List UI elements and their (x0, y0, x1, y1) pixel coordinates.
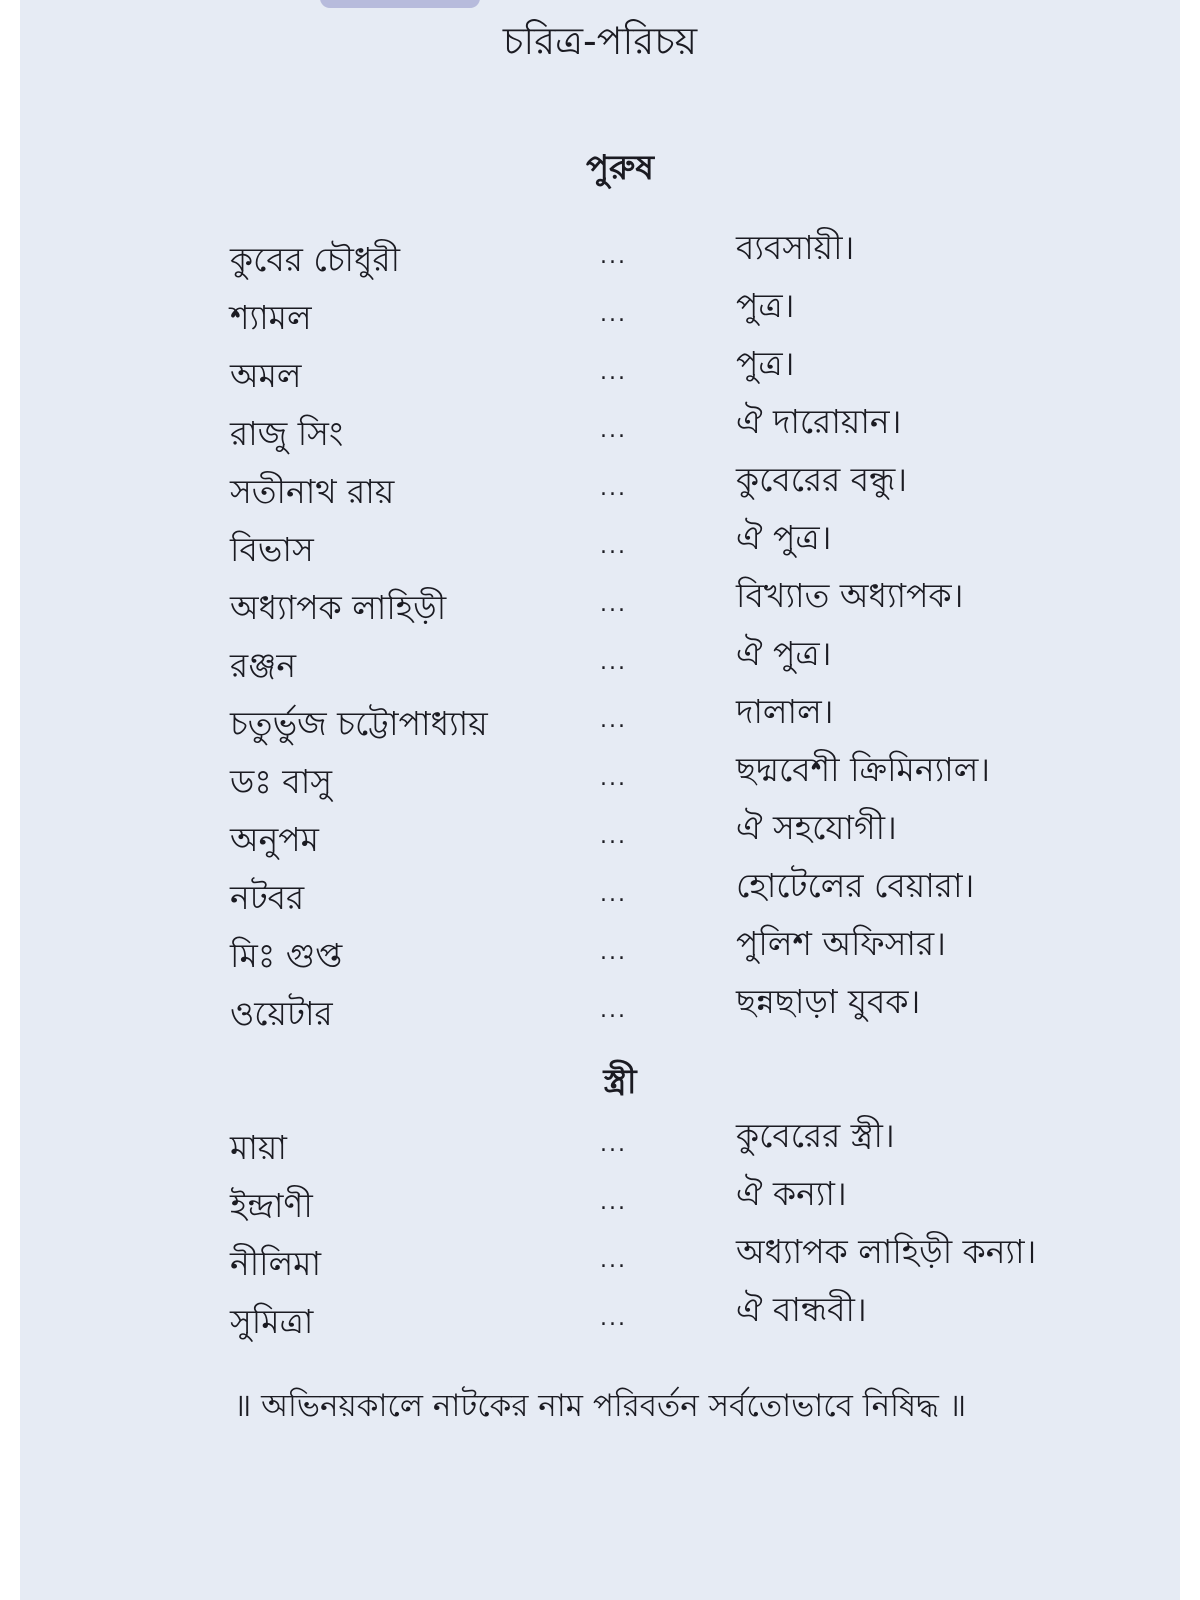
cast-row (20, 634, 1180, 690)
character-name: শ্যামল (230, 298, 312, 337)
cast-row (20, 808, 1180, 864)
cast-row (20, 402, 1180, 458)
character-role: ব্যবসায়ী। (736, 228, 855, 267)
leader-dots: ... (600, 1306, 627, 1331)
cast-row (20, 750, 1180, 806)
character-name: চতুর্ভুজ চট্টোপাধ্যায় (230, 704, 488, 743)
leader-dots: ... (600, 1190, 627, 1215)
character-name: রাজু সিং (230, 414, 344, 453)
cast-row (20, 866, 1180, 922)
character-role: দালাল। (736, 692, 834, 731)
cast-row (20, 692, 1180, 748)
character-role: ঐ বান্ধবী। (736, 1290, 867, 1329)
leader-dots: ... (600, 360, 627, 385)
character-name: অধ্যাপক লাহিড়ী (230, 588, 447, 627)
character-name: ইন্দ্রাণী (230, 1186, 313, 1225)
leader-dots: ... (600, 940, 627, 965)
character-role: ঐ কন্যা। (736, 1174, 847, 1213)
cast-row (20, 1232, 1180, 1288)
male-cast-heading: পুরুষ (586, 148, 654, 188)
character-name: বিভাস (230, 530, 314, 569)
performance-notice: ॥ অভিনয়কালে নাটকের নাম পরিবর্তন সর্বতোভাবে নিষিদ্ধ ॥ (233, 1388, 967, 1424)
cast-row (20, 460, 1180, 516)
character-name: রঞ্জন (230, 646, 297, 685)
leader-dots: ... (600, 418, 627, 443)
character-role: বিখ্যাত অধ্যাপক। (736, 576, 964, 615)
cast-row (20, 1174, 1180, 1230)
character-role: ছন্নছাড়া যুবক। (736, 982, 921, 1021)
character-name: অনুপম (230, 820, 320, 859)
character-role: ঐ পুত্র। (736, 518, 832, 557)
leader-dots: ... (600, 302, 627, 327)
leader-dots: ... (600, 476, 627, 501)
character-role: পুত্র। (736, 344, 795, 383)
cast-row (20, 518, 1180, 574)
character-name: সুমিত্রা (230, 1302, 314, 1341)
character-role: হোটেলের বেয়ারা। (736, 866, 975, 905)
character-role: কুবেরের স্ত্রী। (736, 1116, 895, 1155)
character-name: নটবর (230, 878, 305, 917)
ink-bleed-mark (320, 0, 480, 8)
character-name: ডঃ বাসু (230, 762, 333, 801)
female-cast-heading: স্ত্রী (603, 1062, 637, 1102)
character-name: অমল (230, 356, 302, 395)
character-role: ঐ দারোয়ান। (736, 402, 902, 441)
leader-dots: ... (600, 1248, 627, 1273)
character-name: ওয়েটার (230, 994, 333, 1033)
cast-row (20, 1290, 1180, 1346)
character-name: কুবের চৌধুরী (230, 240, 401, 279)
leader-dots: ... (600, 998, 627, 1023)
character-name: নীলিমা (230, 1244, 322, 1283)
leader-dots: ... (600, 708, 627, 733)
book-page (20, 0, 1180, 1600)
page-title: চরিত্র-পরিচয় (502, 19, 698, 63)
leader-dots: ... (600, 534, 627, 559)
cast-row (20, 982, 1180, 1038)
character-role: ছদ্মবেশী ক্রিমিন্যাল। (736, 750, 991, 789)
leader-dots: ... (600, 766, 627, 791)
character-name: মিঃ গুপ্ত (230, 936, 343, 975)
leader-dots: ... (600, 650, 627, 675)
character-name: সতীনাথ রায় (230, 472, 395, 511)
cast-row (20, 286, 1180, 342)
leader-dots: ... (600, 824, 627, 849)
character-role: পুলিশ অফিসার। (736, 924, 946, 963)
leader-dots: ... (600, 1132, 627, 1157)
character-role: অধ্যাপক লাহিড়ী কন্যা। (736, 1232, 1037, 1271)
leader-dots: ... (600, 592, 627, 617)
cast-row (20, 344, 1180, 400)
character-name: মায়া (230, 1128, 287, 1167)
character-role: পুত্র। (736, 286, 795, 325)
cast-row (20, 924, 1180, 980)
character-role: ঐ পুত্র। (736, 634, 832, 673)
character-role: কুবেরের বন্ধু। (736, 460, 908, 499)
leader-dots: ... (600, 882, 627, 907)
cast-row (20, 228, 1180, 284)
cast-row (20, 576, 1180, 632)
cast-row (20, 1116, 1180, 1172)
leader-dots: ... (600, 244, 627, 269)
character-role: ঐ সহযোগী। (736, 808, 897, 847)
